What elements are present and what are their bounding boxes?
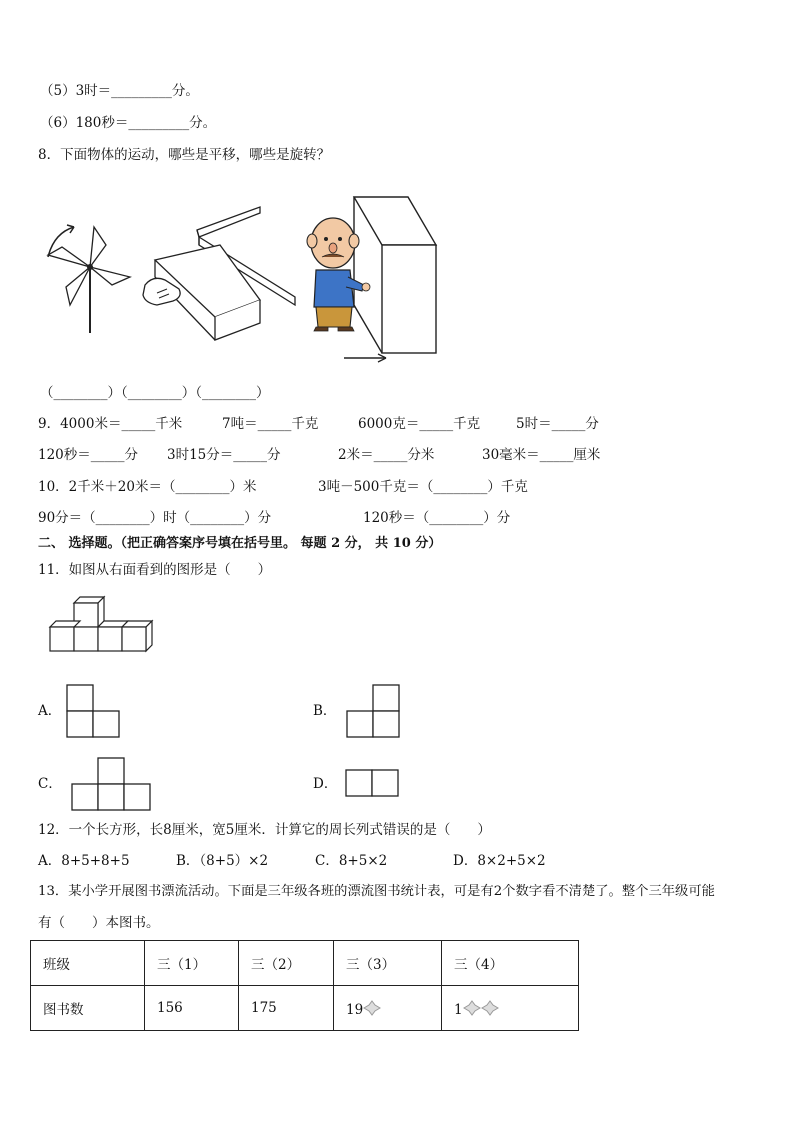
- table-header-cell: 三（2）: [239, 941, 334, 986]
- table-cell: [334, 986, 442, 1031]
- option-a-figure: [66, 684, 120, 738]
- q11-title: 11．如图从右面看到的图形是（ ）: [38, 562, 272, 578]
- drawer-illustration: [135, 205, 300, 345]
- partial-number: 1: [454, 1002, 463, 1018]
- smudge-icon: [481, 1000, 499, 1016]
- option-d-figure: [345, 769, 399, 797]
- option-a-label: A．: [38, 703, 62, 719]
- pinwheel-illustration: [40, 215, 135, 340]
- q10-item: 90分＝（________）时（________）分: [38, 510, 272, 526]
- q9-item: 7吨＝_____千克: [222, 416, 319, 432]
- q7-item5: （5）3时＝_________分。: [40, 83, 199, 99]
- table-header-cell: 三（1）: [145, 941, 239, 986]
- q12-option: C．8+5×2: [315, 853, 388, 869]
- q12-title: 12．一个长方形，长8厘米，宽5厘米．计算它的周长列式错误的是（ ）: [38, 822, 491, 838]
- q8-answers: （________）（________）（________）: [40, 385, 270, 401]
- q9-item: 6000克＝_____千克: [358, 416, 481, 432]
- book-stats-table: [30, 940, 579, 1031]
- q9-item: 9．4000米＝_____千米: [38, 416, 183, 432]
- option-b-label: B．: [313, 703, 337, 719]
- q9-item: 5时＝_____分: [516, 416, 599, 432]
- table-row-label: 图书数: [31, 986, 145, 1031]
- table-header-cell: 班级: [31, 941, 145, 986]
- table-header-cell: 三（3）: [334, 941, 442, 986]
- man-pushing-box-illustration: [298, 195, 440, 370]
- q10-item: 10．2千米＋20米＝（________）米: [38, 479, 257, 495]
- q9-item: 30毫米＝_____厘米: [482, 447, 601, 463]
- q13-text-line1: 13．某小学开展图书漂流活动。下面是三年级各班的漂流图书统计表，可是有2个数字看不清楚了。整个三年级可能: [38, 884, 715, 899]
- table-header-cell: 三（4）: [442, 941, 579, 986]
- partial-number: 19: [346, 1002, 364, 1018]
- table-cell: [442, 986, 579, 1031]
- table-header-row: [31, 941, 579, 986]
- option-c-figure: [71, 757, 151, 811]
- option-d-label: D．: [313, 776, 338, 792]
- option-c-label: C．: [38, 776, 62, 792]
- q10-item: 120秒＝（________）分: [363, 510, 511, 526]
- table-row: [31, 986, 579, 1031]
- q12-option: A．8+5+8+5: [38, 853, 130, 869]
- cube-stack-figure: [42, 595, 154, 657]
- q8-title: 8．下面物体的运动，哪些是平移，哪些是旋转？: [38, 147, 331, 163]
- table-cell: 175: [239, 986, 334, 1031]
- q7-item6: （6）180秒＝_________分。: [40, 115, 217, 131]
- smudge-icon: [463, 1000, 481, 1016]
- smudge-icon: [363, 1000, 381, 1016]
- q9-item: 3时15分＝_____分: [167, 447, 281, 463]
- table-cell: 156: [145, 986, 239, 1031]
- q12-option: B．（8+5）×2: [176, 853, 269, 869]
- q12-option: D．8×2+5×2: [453, 853, 546, 869]
- q10-item: 3吨－500千克＝（________）千克: [318, 479, 528, 495]
- section-title: 二、 选择题。（把正确答案序号填在括号里。 每题 2 分， 共 10 分）: [38, 536, 442, 551]
- q13-text-line2: 有（ ）本图书。: [38, 915, 160, 931]
- option-b-figure: [346, 684, 400, 738]
- q9-item: 2米＝_____分米: [338, 447, 435, 463]
- q9-item: 120秒＝_____分: [38, 447, 139, 463]
